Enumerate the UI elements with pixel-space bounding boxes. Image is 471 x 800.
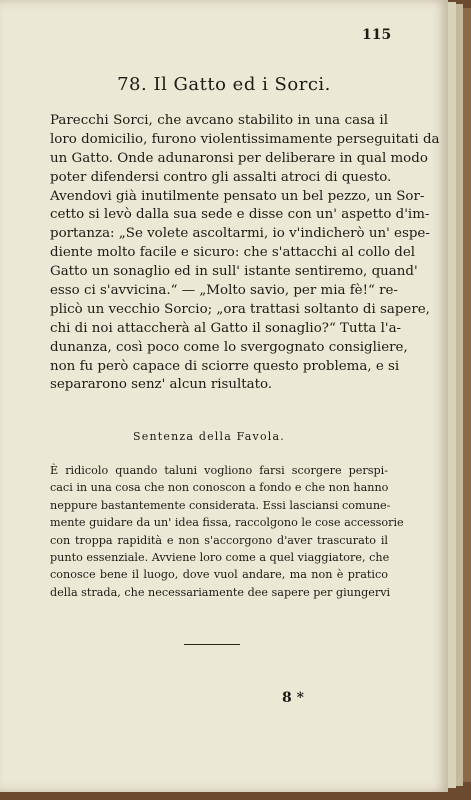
body-line: Parecchi Sorci, che avcano stabilito in una casa il [50, 113, 388, 128]
moral-line: punto essenziale. Avviene loro come a quel viaggiatore, che [50, 550, 390, 564]
body-line: cetto si levò dalla sua sede e disse con un' aspetto d'im- [50, 207, 430, 223]
page-number: 115 [362, 27, 392, 43]
body-line: loro domicilio, furono violentissimamente perseguitati da [50, 131, 440, 147]
book-cover-edge [463, 8, 471, 782]
body-line: dunanza, così poco come lo svergognato consigliere, [50, 339, 408, 355]
body-line: Avendovi già inutilmente pensato un bel pezzo, un Sor- [50, 188, 425, 204]
body-line: portanza: „Se volete ascoltarmi, io v'indicherò un' espe- [50, 226, 430, 242]
moral-line: con troppa rapidità e non s'accorgono d'aver trascurato il [50, 533, 388, 547]
moral-line: È ridicolo quando taluni vogliono farsi scorgere perspi- [50, 464, 388, 477]
moral-line: della strada, che necessariamente dee sapere per giungervi [50, 585, 391, 599]
fable-body [50, 112, 440, 395]
body-line: poter difendersi contro gli assalti atroci di questo. [50, 169, 392, 185]
moral-line: conosce bene il luogo, dove vuol andare, ma non è pratico [50, 568, 388, 582]
body-line: plicò un vecchio Sorcio; „ora trattasi soltanto di sapere, [50, 301, 430, 317]
body-line: separarono senz' alcun risultato. [50, 377, 273, 393]
section-divider [184, 644, 240, 645]
moral-line: mente guidare da un' idea fissa, raccolgono le cose accessorie [50, 516, 404, 530]
moral-text [50, 462, 404, 601]
fable-title: 78. Il Gatto ed i Sorci. [117, 74, 331, 95]
body-line: un Gatto. Onde adunaronsi per deliberare in qual modo [50, 150, 428, 166]
page-edge [448, 2, 456, 788]
body-line: non fu però capace di sciorre questo problema, e si [50, 358, 400, 374]
body-line: diente molto facile e sicuro: che s'attacchi al collo del [50, 245, 416, 261]
body-line: chi di noi attaccherà al Gatto il sonaglio?“ Tutta l'a- [50, 320, 402, 336]
moral-line: caci in una cosa che non conoscon a fondo e che non hanno [50, 481, 389, 495]
moral-line: neppure bastantemente considerata. Essi lasciansi comune- [50, 498, 391, 512]
body-line: esso ci s'avvicina.“ — „Molto savio, per mia fè!“ re- [50, 283, 398, 299]
moral-heading: Sentenza della Favola. [133, 430, 285, 443]
body-line: Gatto un sonaglio ed in sull' istante sentiremo, quand' [50, 264, 418, 280]
signature-mark: 8 * [282, 690, 304, 706]
page-edge [456, 4, 463, 786]
